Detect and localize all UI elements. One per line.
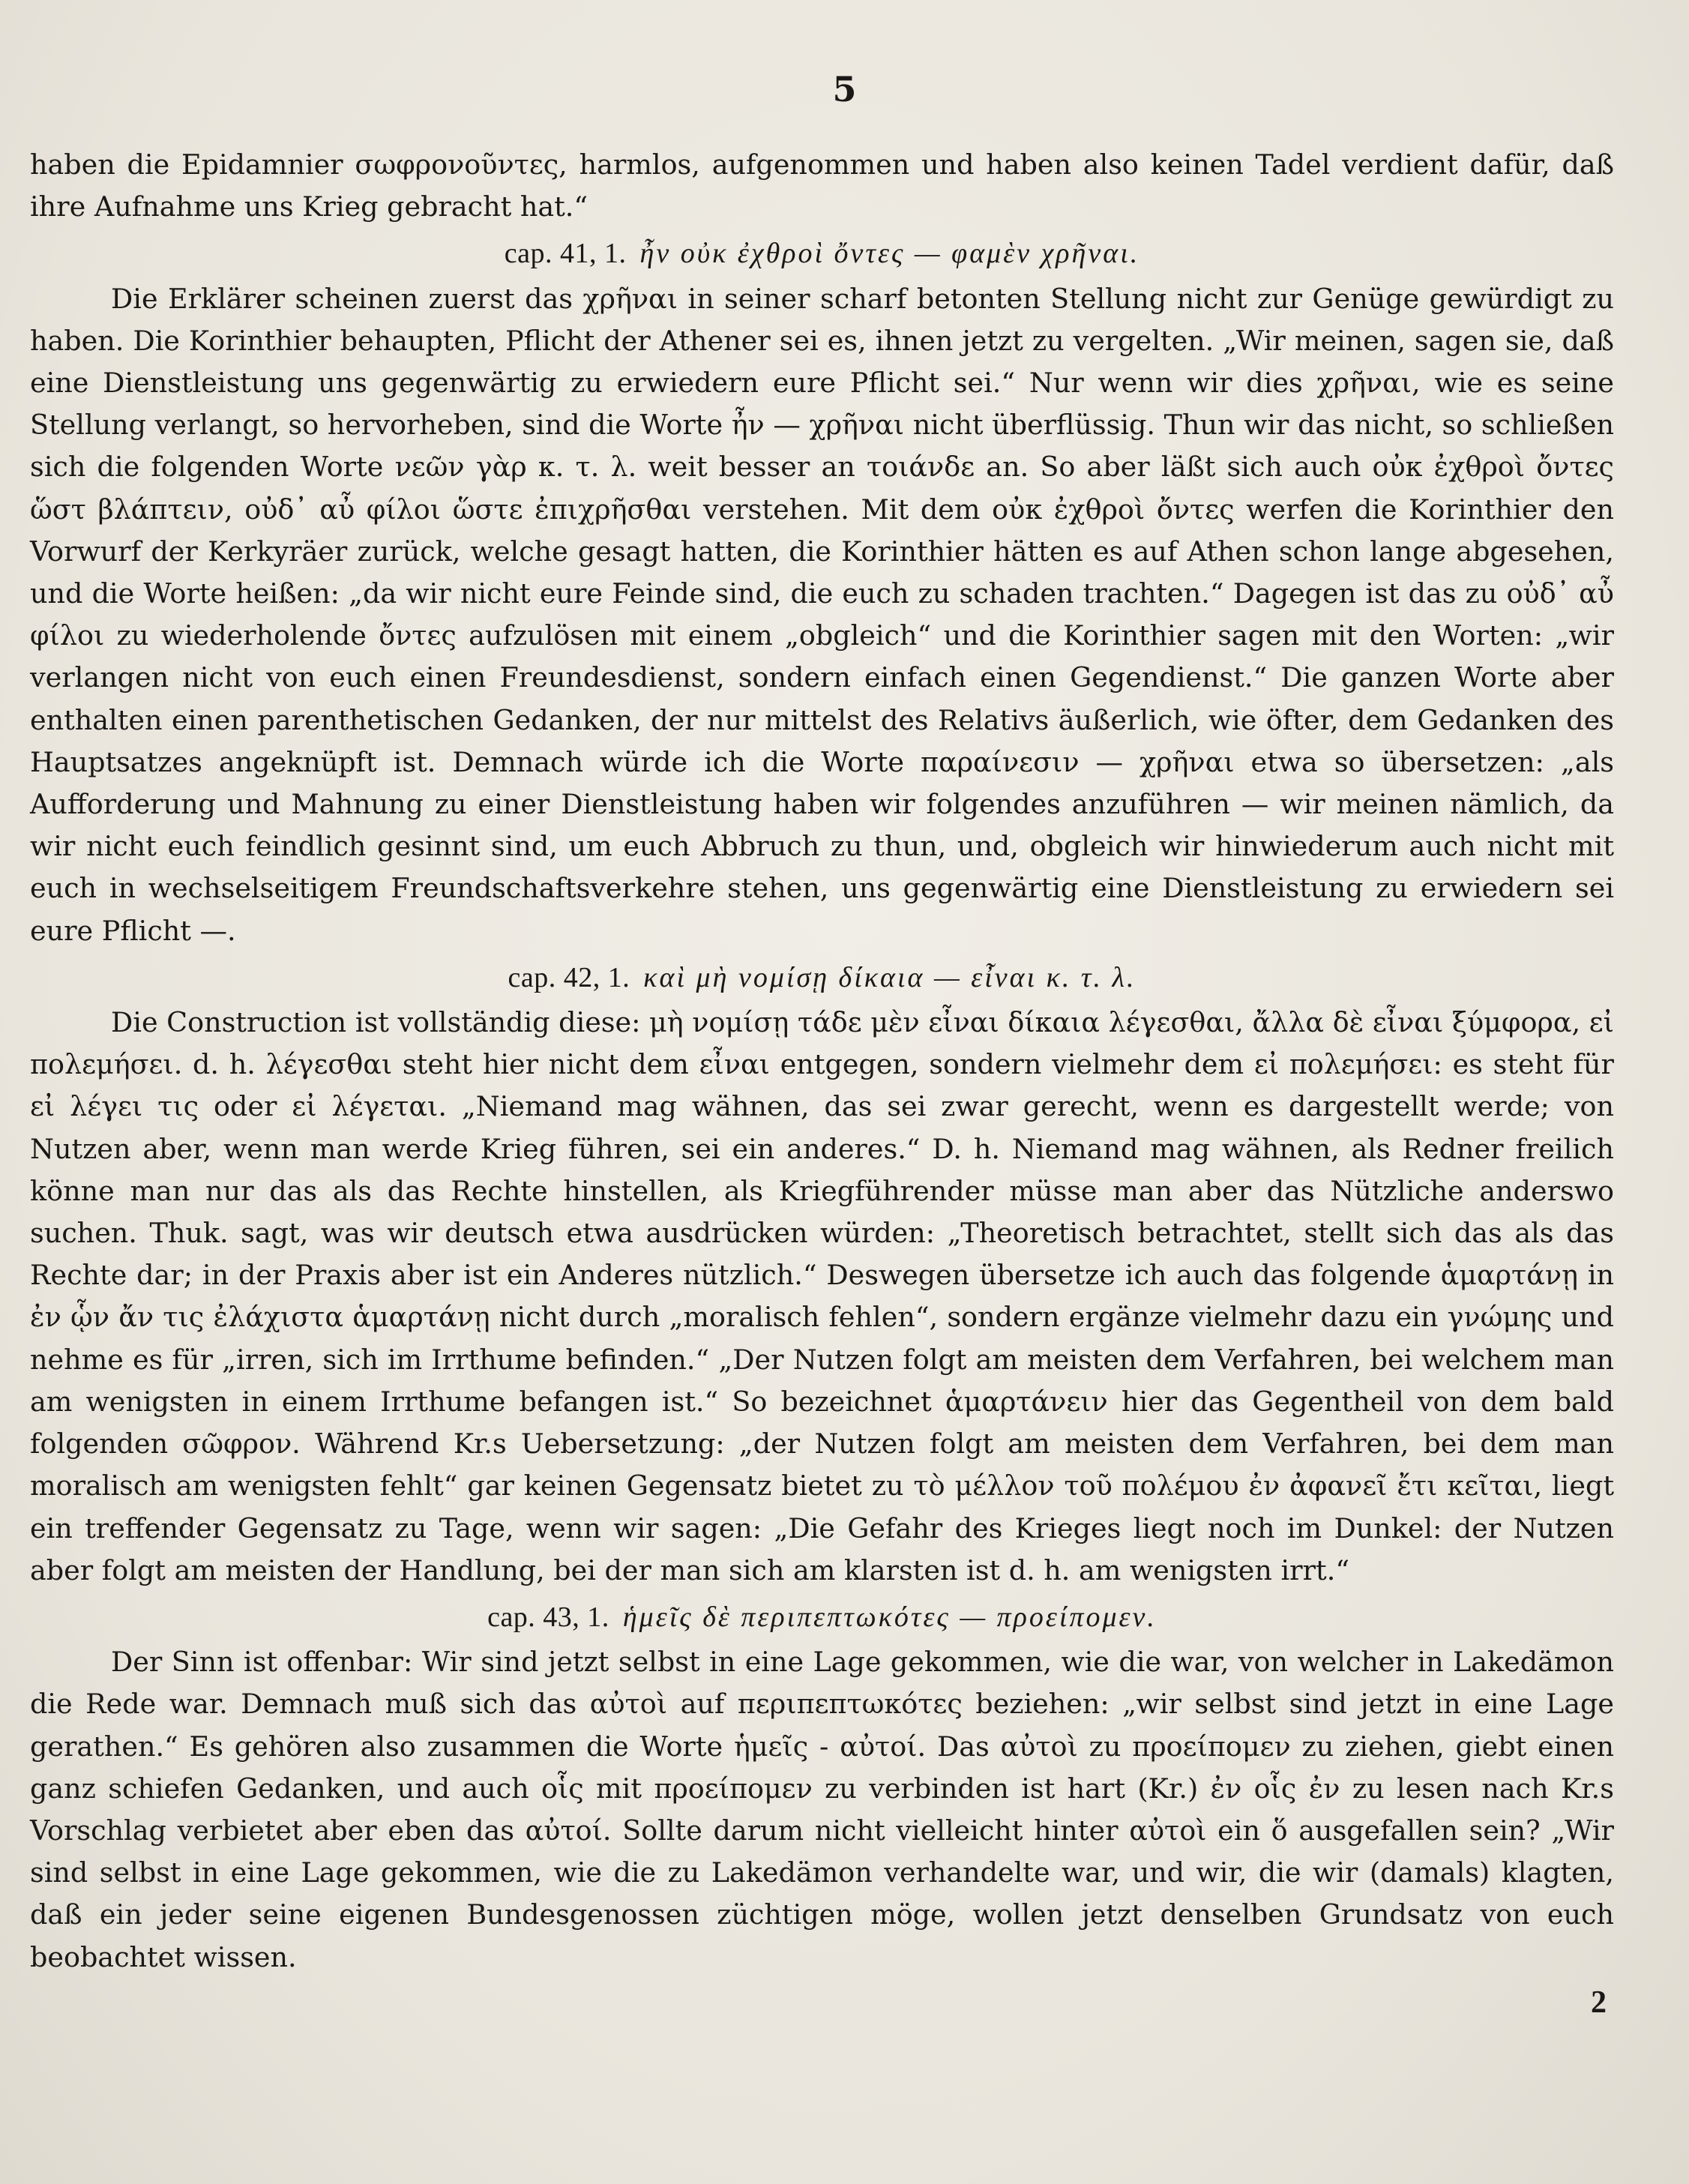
- paragraph-continuation: haben die Epidamnier σωφρονοῦντες, harmlos, aufgenommen und haben also keinen Tadel verdient dafür, daß ihre Aufnahme uns Krieg gebracht hat.“: [30, 148, 1614, 223]
- page-number: 5: [832, 69, 857, 109]
- cap-reference: cap. 42, 1.: [508, 961, 630, 993]
- cap-greek-lemma: ἦν οὐκ ἐχθροὶ ὄντες — φαμὲν χρῆναι.: [639, 238, 1140, 270]
- cap-reference: cap. 43, 1.: [487, 1601, 609, 1633]
- paragraph-cap-43: Der Sinn ist offenbar: Wir sind jetzt selbst in eine Lage gekommen, wie die war, von welcher in Lakedämon die Rede war. Demnach muß sich das αὐτοὶ auf περιπεπτωκότες beziehen: „wir selbst sind jetzt in eine Lage gerathen.“ Es gehören also zusammen die Worte ἡμεῖς - αὐτοί. Das αὐτοὶ zu προείπομεν zu ziehen, giebt einen ganz schiefen Gedanken, und auch οἷς mit προείπομεν zu verbinden ist hart (Kr.) ἐν οἷς ἐν zu lesen nach Kr.s Vorschlag verbietet aber eben das αὐτοί. Sollte darum nicht vielleicht hinter αὐτοὶ ein ὅ ausgefallen sein? „Wir sind selbst in eine Lage gekommen, wie die zu Lakedämon verhandelte war, und wir, die wir (damals) klagten, daß ein jeder seine eigenen Bundesgenossen züchtigen möge, wollen jetzt denselben Grundsatz von euch beobachtet wissen.: [30, 1646, 1614, 1973]
- paragraph-cap-42: Die Construction ist vollständig diese: μὴ νομίσῃ τάδε μὲν εἶναι δίκαια λέγεσθαι, ἄλλα δὲ εἶναι ξύμφορα, εἰ πολεμήσει. d. h. λέγεσθαι steht hier nicht dem εἶναι entgegen, sondern vielmehr dem εἰ πολεμήσει: es steht für εἰ λέγει τις oder εἰ λέγεται. „Niemand mag wähnen, das sei zwar gerecht, wenn es dargestellt werde; von Nutzen aber, wenn man werde Krieg führen, sei ein anderes.“ D. h. Niemand mag wähnen, als Redner freilich könne man nur das als das Rechte hinstellen, als Kriegführender müsse man aber das Nützliche anderswo suchen. Thuk. sagt, was wir deutsch etwa ausdrücken würden: „Theoretisch betrachtet, stellt sich das als das Rechte dar; in der Praxis aber ist ein Anderes nützlich.“ Deswegen übersetze ich auch das folgende ἁμαρτάνῃ in ἐν ᾧν ἄν τις ἐλάχιστα ἁμαρτάνῃ nicht durch „moralisch fehlen“, sondern ergänze vielmehr dazu ein γνώμης und nehme es für „irren, sich im Irrthume befinden.“ „Der Nutzen folgt am meisten dem Verfahren, bei welchem man am wenigsten in einem Irrthume befangen ist.“ So bezeichnet ἁμαρτάνειν hier das Gegentheil von dem bald folgenden σῶφρον. Während Kr.s Uebersetzung: „der Nutzen folgt am meisten dem Verfahren, bei dem man moralisch am wenigsten fehlt“ gar keinen Gegensatz bietet zu τὸ μέλλον τοῦ πολέμου ἐν ἀφανεῖ ἔτι κεῖται, liegt ein treffender Gegensatz zu Tage, wenn wir sagen: „Die Gefahr des Krieges liegt noch im Dunkel: der Nutzen aber folgt am meisten der Handlung, bei der man sich am klarsten ist d. h. am wenigsten irrt.“: [30, 1006, 1614, 1586]
- section-heading-cap-42: [30, 957, 1614, 999]
- section-heading-cap-41: [30, 232, 1614, 274]
- body-text: [30, 144, 1614, 1979]
- signature-mark: 2: [1591, 1985, 1607, 2020]
- section-heading-cap-43: [30, 1596, 1614, 1638]
- cap-reference: cap. 41, 1.: [504, 238, 627, 270]
- cap-greek-lemma: ἡμεῖς δὲ περιπεπτωκότες — προείπομεν.: [622, 1601, 1157, 1633]
- cap-greek-lemma: καὶ μὴ νομίσῃ δίκαια — εἶναι κ. τ. λ.: [643, 961, 1136, 993]
- paragraph-cap-41: Die Erklärer scheinen zuerst das χρῆναι in seiner scharf betonten Stellung nicht zur Genüge gewürdigt zu haben. Die Korinthier behaupten, Pflicht der Athener sei es, ihnen jetzt zu vergelten. „Wir meinen, sagen sie, daß eine Dienstleistung uns gegenwärtig zu erwiedern eure Pflicht sei.“ Nur wenn wir dies χρῆναι, wie es seine Stellung verlangt, so hervorheben, sind die Worte ἦν — χρῆναι nicht überflüssig. Thun wir das nicht, so schließen sich die folgenden Worte νεῶν γὰρ κ. τ. λ. weit besser an τοιάνδε an. So aber läßt sich auch οὐκ ἐχθροὶ ὄντες ὥστ βλάπτειν, οὐδ᾽ αὖ φίλοι ὥστε ἐπιχρῆσθαι verstehen. Mit dem οὐκ ἐχθροὶ ὄντες werfen die Korinthier den Vorwurf der Kerkyräer zurück, welche gesagt hatten, die Korinthier hätten es auf Athen schon lange abgesehen, und die Worte heißen: „da wir nicht eure Feinde sind, die euch zu schaden trachten.“ Dagegen ist das zu οὐδ᾽ αὖ φίλοι zu wiederholende ὄντες aufzulösen mit einem „obgleich“ und die Korinthier sagen mit den Worten: „wir verlangen nicht von euch einen Freundesdienst, sondern einfach einen Gegendienst.“ Die ganzen Worte aber enthalten einen parenthetischen Gedanken, der nur mittelst des Relativs äußerlich, wie öfter, dem Gedanken des Hauptsatzes angeknüpft ist. Demnach würde ich die Worte παραίνεσιν — χρῆναι etwa so übersetzen: „als Aufforderung und Mahnung zu einer Dienstleistung haben wir folgendes anzuführen — wir meinen nämlich, da wir nicht euch feindlich gesinnt sind, um euch Abbruch zu thun, und, obgleich wir hinwiederum auch nicht mit euch in wechselseitigem Freundschaftsverkehre stehen, uns gegenwärtig eine Dienstleistung zu erwiedern sei eure Pflicht —.: [30, 282, 1614, 947]
